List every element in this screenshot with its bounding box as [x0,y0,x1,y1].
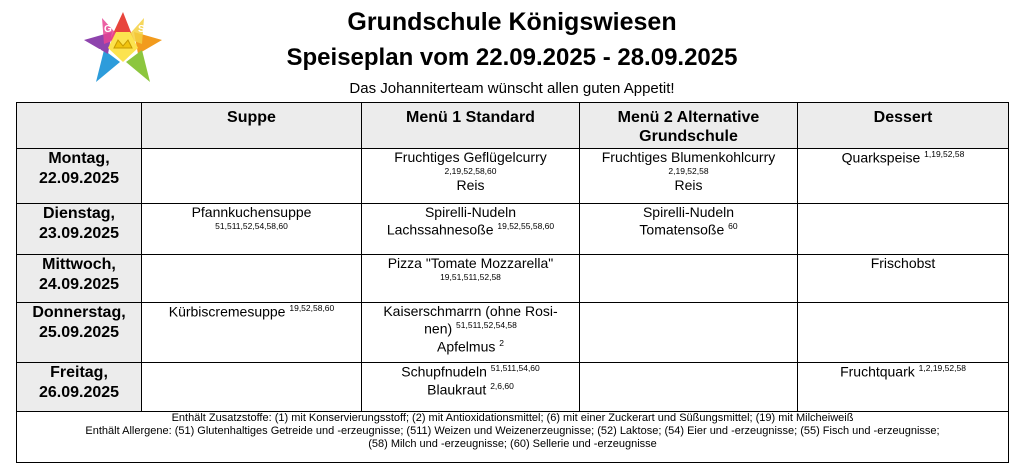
dish-name: Kaiserschmarrn (ohne Rosi- [383,303,558,319]
menu2-cell [580,149,798,204]
menu1-cell [362,363,580,412]
allergen-codes: 19,51,511,52,58 [440,272,501,282]
dish-name: Frischobst [870,255,936,271]
day-date: 22.09.2025 [38,170,120,187]
day-name: Mittwoch, [42,256,116,273]
side-dish: Reis [674,177,703,193]
dish-name: Quarkspeise [841,149,921,166]
logo-letter: I [146,48,149,59]
table-header-row [17,103,1009,149]
dish-name: Fruchtquark [840,363,915,380]
table-row [17,149,1009,204]
dish-name: Fruchtiges Geflügelcurry [394,149,547,165]
menu1-cell [362,255,580,303]
allergen-codes: 2,19,52,58,60 [444,166,497,176]
side-dish: Tomatensoße [639,221,725,238]
dish-name: Schupfnudeln [401,363,487,380]
additives-legend: Enthält Zusatzstoffe: (1) mit Konservierungsstoff; (2) mit Antioxidationsmittel; (6) mit einer Zuckerart und Süßungsmittel; (19) mit Milcheiweiß [171,412,854,424]
day-cell [17,204,142,255]
table-row [17,204,1009,255]
corner-cell [17,103,142,149]
menu2-cell [580,363,798,412]
dish-name: Pfannkuchensuppe [191,204,312,220]
greeting-text: Das Johanniterteam wünscht allen guten Appetit! [349,80,675,97]
column-header-dessert: Dessert [798,103,1009,149]
suppe-cell [142,204,362,255]
side-dish: Reis [456,177,485,193]
allergen-codes: 51,511,52,54,58,60 [215,221,288,231]
menu1-cell [362,303,580,363]
menu-table [16,102,1009,463]
menu2-cell [580,303,798,363]
day-cell [17,255,142,303]
dish-name: Spirelli-Nudeln [424,204,517,220]
day-date: 26.09.2025 [38,384,120,401]
table-row [17,303,1009,363]
dessert-cell [798,149,1009,204]
logo-letter: Ö [119,70,127,81]
dessert-cell [798,303,1009,363]
side-dish: Apfelmus [437,338,496,355]
day-date: 24.09.2025 [38,276,120,293]
menu1-cell [362,149,580,204]
day-cell [17,149,142,204]
dish-name: Fruchtiges Blumenkohlcurry [601,149,776,165]
dish-name: Pizza "Tomate Mozzarella" [387,255,554,271]
allergen-codes: 51,511,52,54,58 [456,320,517,330]
menu2-cell [580,204,798,255]
day-cell [17,363,142,412]
page-subtitle: Speiseplan vom 22.09.2025 - 28.09.2025 [286,44,738,71]
menu1-cell [362,204,580,255]
allergens-legend: Enthält Allergene: (51) Glutenhaltiges Getreide und -erzeugnisse; (511) Weizen und Weizenerzeugnisse; (52) Laktose; (54) Eier und -erzeugnisse; (55) Fisch und -erzeugnisse; [85,425,940,437]
side-dish: Blaukraut [427,381,487,398]
side-dish: Lachssahnesoße [386,221,494,238]
menu2-cell [580,255,798,303]
day-name: Dienstag, [42,205,115,222]
allergen-codes: 51,511,54,60 [490,363,540,373]
day-name: Donnerstag, [32,304,126,321]
column-header-menu2: Menü 2 Alternative Grundschule [580,103,798,149]
table-row [17,363,1009,412]
suppe-cell [142,303,362,363]
day-date: 23.09.2025 [38,225,120,242]
page-title: Grundschule Königswiesen [347,8,677,36]
dessert-cell [798,363,1009,412]
allergen-codes: 19,52,55,58,60 [497,221,555,231]
column-header-menu1: Menü 1 Standard [362,103,580,149]
table-row [17,255,1009,303]
suppe-cell [142,363,362,412]
logo-letter: S [138,24,145,35]
allergen-codes: 2,19,52,58 [668,166,709,176]
allergen-codes: 60 [728,221,738,231]
dessert-cell [798,204,1009,255]
day-name: Montag, [48,150,110,167]
logo-letter: K [94,48,102,59]
day-cell [17,303,142,363]
column-header-suppe: Suppe [142,103,362,149]
dish-name: Spirelli-Nudeln [642,204,735,220]
suppe-cell [142,149,362,204]
day-date: 25.09.2025 [38,324,120,341]
allergen-codes: 2,6,60 [490,380,514,391]
allergen-codes: 2 [499,337,504,348]
dish-name: Kürbiscremesuppe [168,303,286,320]
logo-letter: G [104,24,112,35]
allergen-codes: 19,52,58,60 [289,303,335,313]
allergen-codes: 1,19,52,58 [924,149,965,159]
dessert-cell [798,255,1009,303]
legend-cell [17,412,1009,463]
dish-name: nen) [424,320,453,337]
allergen-codes: 1,2,19,52,58 [918,363,966,373]
allergens-legend-continued: (58) Milch und -erzeugnisse; (60) Sellerie und -erzeugnisse [368,438,657,450]
day-name: Freitag, [50,364,108,381]
suppe-cell [142,255,362,303]
legend-row [17,412,1009,463]
